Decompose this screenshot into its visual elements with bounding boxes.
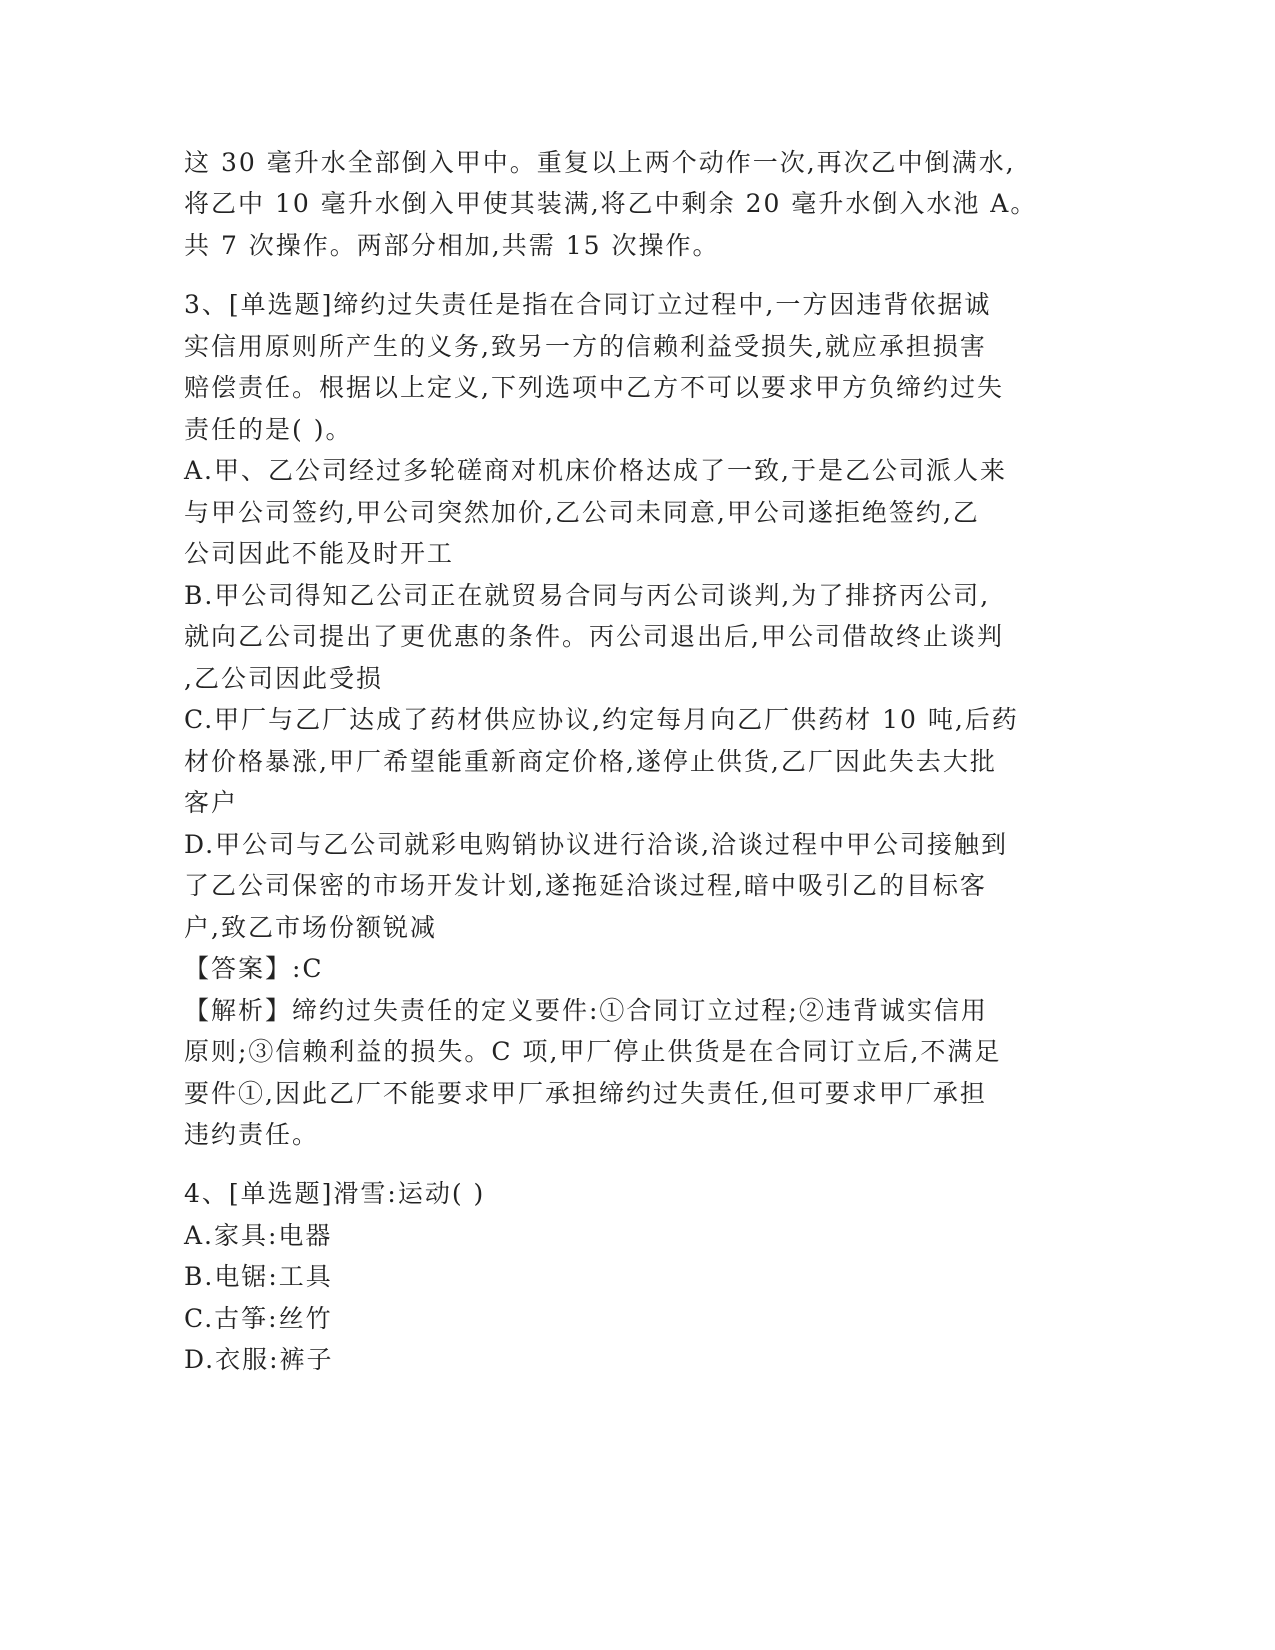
option-a: A.甲、乙公司经过多轮磋商对机床价格达成了一致,于是乙公司派人来 [184, 456, 1007, 485]
text-line: 公司因此不能及时开工 [184, 539, 455, 568]
text-line: ,乙公司因此受损 [184, 664, 383, 693]
text-line: 赔偿责任。根据以上定义,下列选项中乙方不可以要求甲方负缔约过失 [184, 373, 1004, 402]
analysis-line: 【解析】缔约过失责任的定义要件:①合同订立过程;②违背诚实信用 [184, 996, 988, 1025]
text-line: 户,致乙市场份额锐减 [184, 913, 437, 942]
answer-line: 【答案】:C [184, 954, 324, 983]
text-line: 实信用原则所产生的义务,致另一方的信赖利益受损失,就应承担损害 [184, 332, 987, 361]
option-a: A.家具:电器 [184, 1221, 333, 1250]
option-d: D.衣服:裤子 [184, 1345, 334, 1374]
text-line: 要件①,因此乙厂不能要求甲厂承担缔约过失责任,但可要求甲厂承担 [184, 1079, 987, 1108]
text-line: 这 30 毫升水全部倒入甲中。重复以上两个动作一次,再次乙中倒满水, [184, 148, 1016, 177]
option-c: C.古筝:丝竹 [184, 1304, 333, 1333]
option-c: C.甲厂与乙厂达成了药材供应协议,约定每月向乙厂供药材 10 吨,后药 [184, 705, 1019, 734]
text-line: 客户 [184, 788, 239, 817]
text-line: 责任的是( )。 [184, 415, 353, 444]
option-b: B.甲公司得知乙公司正在就贸易合同与丙公司谈判,为了排挤丙公司, [184, 581, 991, 610]
text-line: 与甲公司签约,甲公司突然加价,乙公司未同意,甲公司遂拒绝签约,乙 [184, 498, 980, 527]
question-4-stem: 4、[单选题]滑雪:运动( ) [184, 1179, 486, 1208]
text-line: 共 7 次操作。两部分相加,共需 15 次操作。 [184, 231, 720, 260]
text-line: 就向乙公司提出了更优惠的条件。丙公司退出后,甲公司借故终止谈判 [184, 622, 1004, 651]
question-3-stem: 3、[单选题]缔约过失责任是指在合同订立过程中,一方因违背依据诚 [184, 290, 992, 319]
text-line: 材价格暴涨,甲厂希望能重新商定价格,遂停止供货,乙厂因此失去大批 [184, 747, 997, 776]
option-d: D.甲公司与乙公司就彩电购销协议进行洽谈,洽谈过程中甲公司接触到 [184, 830, 1009, 859]
text-line: 原则;③信赖利益的损失。C 项,甲厂停止供货是在合同订立后,不满足 [184, 1037, 1002, 1066]
option-b: B.电锯:工具 [184, 1262, 333, 1291]
text-line: 了乙公司保密的市场开发计划,遂拖延洽谈过程,暗中吸引乙的目标客 [184, 871, 987, 900]
text-line: 违约责任。 [184, 1120, 320, 1149]
text-line: 将乙中 10 毫升水倒入甲使其装满,将乙中剩余 20 毫升水倒入水池 A。 [184, 189, 1038, 218]
